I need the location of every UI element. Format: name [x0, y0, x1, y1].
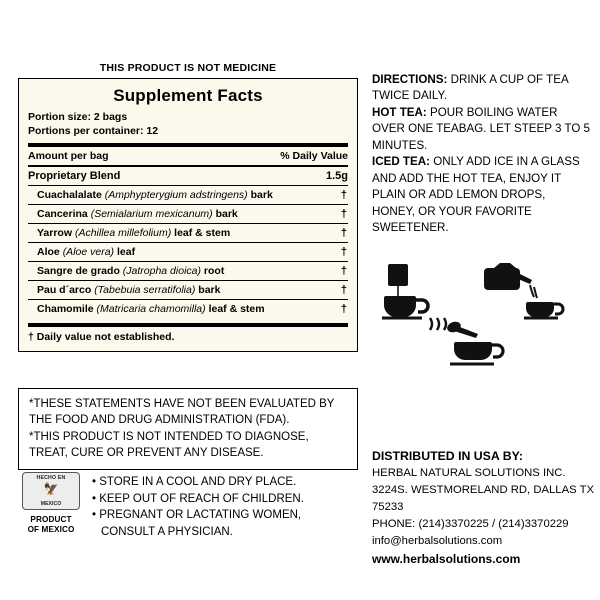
portion-size: Portion size: 2 bags — [28, 111, 128, 123]
warning-item: • PREGNANT OR LACTATING WOMEN, — [92, 509, 302, 522]
ingredient-name: Cancerina (Semialarium mexicanum) bark — [37, 208, 238, 221]
ingredient-row — [28, 205, 348, 223]
ingredient-part: leaf & stem — [174, 227, 231, 240]
distributor-email[interactable]: info@herbalsolutions.com — [372, 535, 503, 548]
product-of-line1: PRODUCT — [30, 515, 72, 524]
fda-disclaimer-box — [18, 388, 358, 470]
fda-line-1: *THESE STATEMENTS HAVE NOT BEEN EVALUATED BY — [29, 398, 335, 410]
supplement-facts-column — [18, 62, 358, 352]
supplement-facts-panel — [18, 78, 358, 352]
distributor-company: HERBAL NATURAL SOLUTIONS INC. — [372, 467, 566, 480]
ingredient-latin: (Aloe vera) — [62, 246, 115, 259]
ingredient-part: leaf & stem — [208, 303, 265, 316]
ingredient-row — [28, 243, 348, 261]
fda-line-2: THE FOOD AND DRUG ADMINISTRATION (FDA). — [29, 414, 290, 427]
product-of-line2: OF MEXICO — [27, 525, 75, 535]
ingredient-row — [28, 262, 348, 280]
eagle-icon: 🦅 — [43, 482, 59, 496]
hot-cup-icon — [424, 316, 520, 368]
seal-bottom-text: MEXICO — [40, 501, 62, 507]
amount-header-row — [28, 147, 348, 165]
ingredient-part: root — [203, 265, 225, 278]
ingredient-name: Pau d´arco (Tabebuia serratifolia) bark — [37, 284, 221, 297]
ingredient-name: Sangre de grado (Jatropha dioica) root — [37, 265, 225, 278]
iced-tea-label: ICED TEA: — [372, 155, 430, 169]
portions-per-container: Portions per container: 12 — [28, 125, 159, 138]
amount-per-bag-label: Amount per bag — [28, 150, 109, 163]
directions-label: DIRECTIONS: — [372, 73, 448, 86]
hecho-en-mexico-seal-icon — [22, 472, 80, 510]
proprietary-blend-label: Proprietary Blend — [28, 170, 121, 183]
ingredient-row — [28, 224, 348, 242]
ingredient-row — [28, 186, 348, 204]
warning-item: • STORE IN A COOL AND DRY PLACE. — [92, 476, 297, 488]
supplement-facts-title: Supplement Facts — [113, 86, 263, 105]
product-of-caption — [20, 515, 82, 536]
ingredient-name: Aloe (Aloe vera) leaf — [37, 246, 136, 259]
ingredient-latin: (Jatropha dioica) — [122, 265, 201, 278]
origin-and-warnings — [20, 470, 365, 541]
proprietary-blend-row — [28, 167, 348, 185]
product-origin-block — [20, 470, 82, 541]
distributor-heading: DISTRIBUTED IN USA BY: — [372, 449, 523, 463]
ingredient-part: leaf — [116, 246, 136, 259]
directions-hot-tea — [372, 105, 590, 154]
directions-text: DRINK A CUP OF TEA TWICE DAILY. — [372, 73, 569, 103]
ingredient-row — [28, 300, 348, 318]
ingredient-dv: † — [340, 303, 347, 316]
not-medicine-notice: THIS PRODUCT IS NOT MEDICINE — [99, 62, 277, 74]
ingredient-name: Cuachalalate (Amphypterygium adstringens) bark — [37, 189, 273, 202]
directions-iced-tea — [372, 154, 590, 236]
warning-item-continued: CONSULT A PHYSICIAN. — [101, 526, 233, 539]
ingredient-dv: † — [340, 189, 347, 202]
ingredient-row — [28, 281, 348, 299]
ingredient-part: bark — [250, 189, 273, 202]
preparation-icons — [372, 262, 592, 372]
ingredient-dv: † — [340, 208, 347, 221]
directions-column — [372, 72, 590, 237]
ingredient-latin: (Achillea millefolium) — [74, 227, 172, 240]
distributor-address: 3224S. WESTMORELAND RD, DALLAS TX 75233 — [372, 484, 595, 514]
seal-top-text: HECHO EN — [36, 475, 66, 481]
ingredient-dv: † — [340, 284, 347, 297]
ingredient-name: Chamomile (Matricaria chamomilla) leaf & stem — [37, 303, 265, 316]
ingredient-latin: (Amphypterygium adstringens) — [104, 189, 248, 202]
daily-value-label: % Daily Value — [280, 150, 348, 163]
teabag-cup-icon — [376, 262, 438, 320]
ingredient-name: Yarrow (Achillea millefolium) leaf & stem — [37, 227, 231, 240]
distributor-phone: PHONE: (214)3370225 / (214)3370229 — [372, 518, 569, 531]
daily-value-footnote: † Daily value not established. — [28, 331, 175, 344]
ingredient-latin: (Tabebuia serratifolia) — [94, 284, 196, 297]
hot-tea-label: HOT TEA: — [372, 105, 427, 119]
kettle-pouring-icon — [480, 262, 566, 320]
ingredient-part: bark — [215, 208, 238, 221]
fda-line-4: TREAT, CURE OR PREVENT ANY DISEASE. — [29, 446, 264, 459]
ingredient-dv: † — [340, 246, 347, 259]
iced-tea-text: ONLY ADD ICE IN A GLASS AND ADD THE HOT TEA, ENJOY IT PLAIN OR ADD LEMON DROPS, HONEY, OR YOUR FAVORITE SWEETENER. — [372, 155, 580, 235]
warnings-list — [92, 470, 304, 541]
ingredient-dv: † — [340, 265, 347, 278]
distributor-block — [372, 447, 597, 568]
distributor-website[interactable]: www.herbalsolutions.com — [372, 552, 521, 567]
ingredient-dv: † — [340, 227, 347, 240]
warning-item: • KEEP OUT OF REACH OF CHILDREN. — [92, 492, 304, 505]
fda-line-3: *THIS PRODUCT IS NOT INTENDED TO DIAGNOSE, — [29, 430, 309, 443]
ingredient-latin: (Matricaria chamomilla) — [96, 303, 206, 316]
proprietary-blend-amount: 1.5g — [325, 170, 348, 183]
directions-general — [372, 72, 590, 105]
ingredient-latin: (Semialarium mexicanum) — [90, 208, 213, 221]
hot-tea-text: POUR BOILING WATER OVER ONE TEABAG. LET STEEP 3 TO 5 MINUTES. — [372, 105, 591, 152]
ingredient-part: bark — [198, 284, 221, 297]
